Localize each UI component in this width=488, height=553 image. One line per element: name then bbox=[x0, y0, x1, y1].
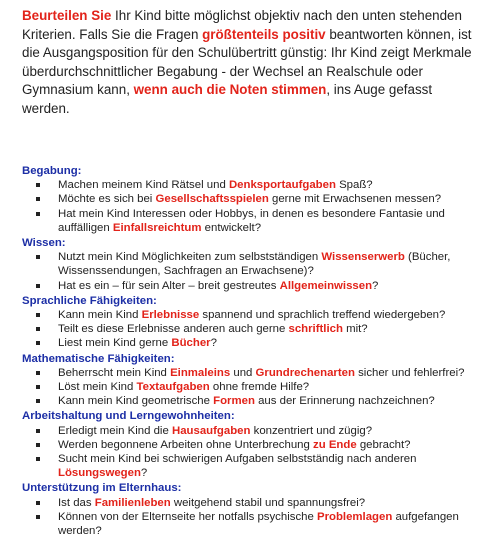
highlighted-term: Bücher bbox=[171, 337, 211, 350]
criteria-list bbox=[22, 164, 482, 539]
text-run: ? bbox=[372, 279, 379, 292]
text-run: (Bücher, Wissenssendungen, Sachfragen an Erwachsene)? bbox=[58, 251, 451, 278]
highlighted-term: Problemlagen bbox=[316, 510, 393, 523]
list-item bbox=[22, 279, 482, 293]
question-list bbox=[22, 250, 482, 293]
text-run: gerne mit Erwachsenen messen? bbox=[268, 193, 442, 206]
text-run: ohne fremde Hilfe? bbox=[209, 381, 310, 394]
list-item bbox=[22, 207, 482, 235]
text-run: ? bbox=[140, 467, 148, 480]
highlighted-term: Einfallsreichtum bbox=[112, 221, 202, 234]
text-run: Hat es ein – für sein Alter – breit gestreutes bbox=[58, 279, 280, 292]
text-run: sicher und fehlerfrei? bbox=[354, 366, 465, 379]
text-run: Möchte es sich bei bbox=[58, 193, 156, 206]
highlighted-term: Allgemeinwissen bbox=[279, 279, 373, 292]
text-run: spannend und sprachlich treffend wiedergeben? bbox=[199, 309, 446, 322]
section-title: Mathematische Fähigkeiten: bbox=[22, 352, 175, 365]
text-run: Spaß? bbox=[335, 179, 373, 192]
text-run: Teilt es diese Erlebnisse anderen auch gerne bbox=[58, 323, 289, 336]
highlighted-term: Lösungswegen bbox=[58, 467, 141, 480]
intro-paragraph bbox=[22, 7, 482, 118]
text-run: Sucht mein Kind bei schwierigen Aufgaben selbstständig nach anderen bbox=[58, 453, 417, 466]
question-list bbox=[22, 366, 482, 409]
text-run: Ihr Kind bitte möglichst objektiv nach den unten stehenden Kriterien. Falls Sie die Fragen bbox=[22, 8, 462, 42]
text-run: Kann mein Kind bbox=[58, 309, 142, 322]
list-item bbox=[22, 380, 482, 394]
text-run: beantworten können, ist die Ausgangsposition für den Schulübertritt günstig: Ihr Kind zeigt Merkmale überdurchschnittlicher Begabung - der Wechsel an Realschule oder Gymnasium kann, bbox=[22, 26, 472, 97]
text-run: aus der Erinnerung nachzeichnen? bbox=[254, 395, 435, 408]
list-item bbox=[22, 394, 482, 408]
highlighted-term: Einmaleins bbox=[170, 366, 231, 379]
question-list bbox=[22, 178, 482, 235]
text-run: Werden begonnene Arbeiten ohne Unterbrechung bbox=[58, 438, 314, 451]
text-run: konzentriert und zügig? bbox=[250, 424, 373, 437]
section-title: Sprachliche Fähigkeiten: bbox=[22, 294, 157, 307]
highlighted-term: größtenteils positiv bbox=[202, 26, 326, 42]
section-title: Begabung: bbox=[22, 165, 82, 177]
list-item bbox=[22, 496, 482, 510]
text-run: aufgefangen werden? bbox=[58, 510, 459, 538]
list-item bbox=[22, 366, 482, 380]
text-run: Können von der Elternseite her notfalls psychische bbox=[58, 510, 317, 523]
text-run: gebracht? bbox=[356, 438, 411, 451]
text-run: Hat mein Kind Interessen oder Hobbys, in denen es besondere Fantasie und auffälligen bbox=[58, 207, 445, 234]
text-run: Kann mein Kind geometrische bbox=[58, 395, 214, 408]
text-run: , ins Auge gefasst werden. bbox=[22, 82, 433, 116]
highlighted-term: Erlebnisse bbox=[141, 309, 200, 322]
highlighted-term: Textaufgaben bbox=[136, 381, 210, 394]
text-run: entwickelt? bbox=[201, 221, 262, 234]
list-item bbox=[22, 192, 482, 206]
text-run: und bbox=[230, 366, 256, 379]
question-list bbox=[22, 424, 482, 481]
text-run: Erledigt mein Kind die bbox=[58, 424, 172, 437]
text-run: Beherrscht mein Kind bbox=[58, 366, 171, 379]
list-item bbox=[22, 438, 482, 452]
text-run: ? bbox=[210, 337, 217, 350]
section-title: Arbeitshaltung und Lerngewohnheiten: bbox=[22, 410, 235, 423]
text-run: Ist das bbox=[58, 496, 95, 509]
text-run: mit? bbox=[342, 323, 368, 336]
highlighted-term: Gesellschaftsspielen bbox=[155, 193, 269, 206]
highlighted-term: Hausaufgaben bbox=[171, 424, 251, 437]
text-run: Liest mein Kind gerne bbox=[58, 337, 172, 350]
list-item bbox=[22, 452, 482, 480]
highlighted-term: Wissenserwerb bbox=[321, 251, 405, 264]
highlighted-term: zu Ende bbox=[313, 438, 357, 451]
text-run: Löst mein Kind bbox=[58, 381, 137, 394]
list-item bbox=[22, 250, 482, 278]
section-title: Wissen: bbox=[22, 237, 66, 250]
text-run: Machen meinem Kind Rätsel und bbox=[58, 179, 229, 192]
text-run: weitgehend stabil und spannungsfrei? bbox=[170, 496, 366, 509]
section-title: Unterstützung im Elternhaus: bbox=[22, 482, 182, 495]
highlighted-term: Familienleben bbox=[94, 496, 171, 509]
highlighted-term: Denksportaufgaben bbox=[228, 179, 336, 192]
question-list bbox=[22, 496, 482, 539]
list-item bbox=[22, 178, 482, 192]
highlighted-term: wenn auch die Noten stimmen bbox=[133, 82, 327, 97]
question-list bbox=[22, 308, 482, 351]
list-item bbox=[22, 424, 482, 438]
list-item bbox=[22, 322, 482, 336]
highlighted-term: schriftlich bbox=[288, 323, 343, 336]
list-item bbox=[22, 308, 482, 322]
list-item bbox=[22, 336, 482, 350]
list-item bbox=[22, 510, 482, 538]
text-run: Nutzt mein Kind Möglichkeiten zum selbstständigen bbox=[58, 251, 322, 264]
highlighted-term: Beurteilen Sie bbox=[22, 8, 112, 23]
highlighted-term: Grundrechenarten bbox=[255, 366, 355, 379]
highlighted-term: Formen bbox=[213, 395, 255, 408]
